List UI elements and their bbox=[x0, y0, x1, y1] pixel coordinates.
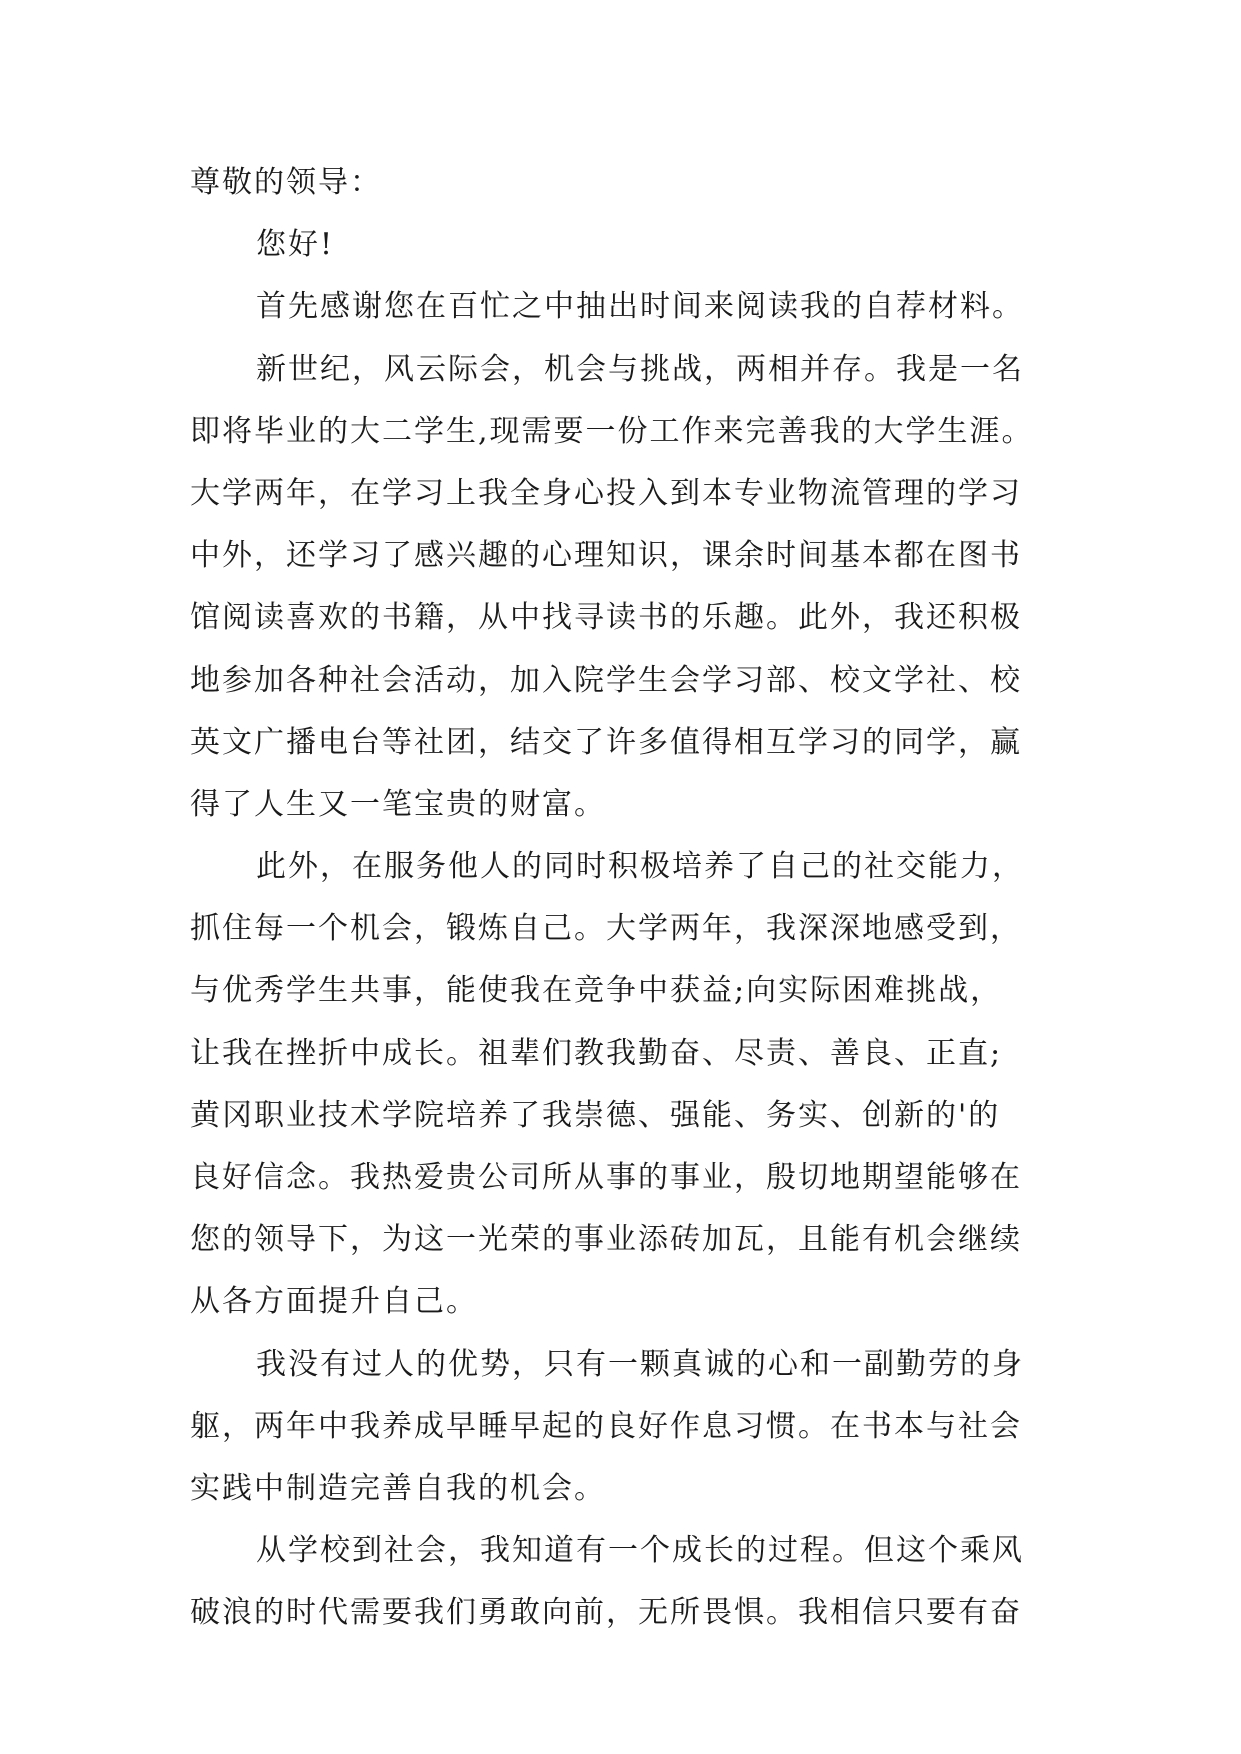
text-line: 破浪的时代需要我们勇敢向前，无所畏惧。我相信只要有奋 bbox=[190, 1595, 1022, 1631]
text-line: 实践中制造完善自我的机会。 bbox=[190, 1470, 606, 1506]
text-line: 您的领导下，为这一光荣的事业添砖加瓦，且能有机会继续 bbox=[190, 1222, 1022, 1258]
text-line: 地参加各种社会活动，加入院学生会学习部、校文学社、校 bbox=[190, 662, 1022, 698]
text-line: 得了人生又一笔宝贵的财富。 bbox=[190, 786, 606, 822]
text-line: 与优秀学生共事，能使我在竞争中获益;向实际困难挑战， bbox=[190, 973, 1003, 1009]
text-line: 英文广播电台等社团，结交了许多值得相互学习的同学，赢 bbox=[190, 724, 1022, 760]
text-line: 中外，还学习了感兴趣的心理知识，课余时间基本都在图书 bbox=[190, 538, 1022, 574]
text-line: 大学两年，在学习上我全身心投入到本专业物流管理的学习 bbox=[190, 475, 1022, 511]
text-line: 抓住每一个机会，锻炼自己。大学两年，我深深地感受到， bbox=[190, 911, 1022, 947]
text-line: 躯，两年中我养成早睡早起的良好作息习惯。在书本与社会 bbox=[190, 1408, 1022, 1444]
text-line: 良好信念。我热爱贵公司所从事的事业，殷切地期望能够在 bbox=[190, 1160, 1022, 1195]
text-line: 黄冈职业技术学院培养了我崇德、强能、务实、创新的'的 bbox=[190, 1097, 1001, 1133]
text-line: 我没有过人的优势，只有一颗真诚的心和一副勤劳的身 bbox=[256, 1346, 1024, 1382]
text-line: 尊敬的领导： bbox=[190, 165, 382, 200]
text-line: 即将毕业的大二学生,现需要一份工作来完善我的大学生涯。 bbox=[190, 413, 1034, 449]
text-line: 您好! bbox=[256, 227, 335, 263]
text-line: 从学校到社会，我知道有一个成长的过程。但这个乘风 bbox=[256, 1533, 1024, 1569]
letter-body bbox=[190, 152, 1070, 1645]
text-line: 让我在挫折中成长。祖辈们教我勤奋、尽责、善良、正直; bbox=[190, 1035, 1003, 1071]
text-line: 新世纪，风云际会，机会与挑战，两相并存。我是一名 bbox=[256, 351, 1024, 387]
text-line: 馆阅读喜欢的书籍，从中找寻读书的乐趣。此外，我还积极 bbox=[190, 600, 1022, 636]
text-line: 此外，在服务他人的同时积极培养了自己的社交能力， bbox=[256, 849, 1024, 885]
text-line: 从各方面提升自己。 bbox=[190, 1284, 478, 1320]
text-line: 首先感谢您在百忙之中抽出时间来阅读我的自荐材料。 bbox=[256, 289, 1024, 325]
